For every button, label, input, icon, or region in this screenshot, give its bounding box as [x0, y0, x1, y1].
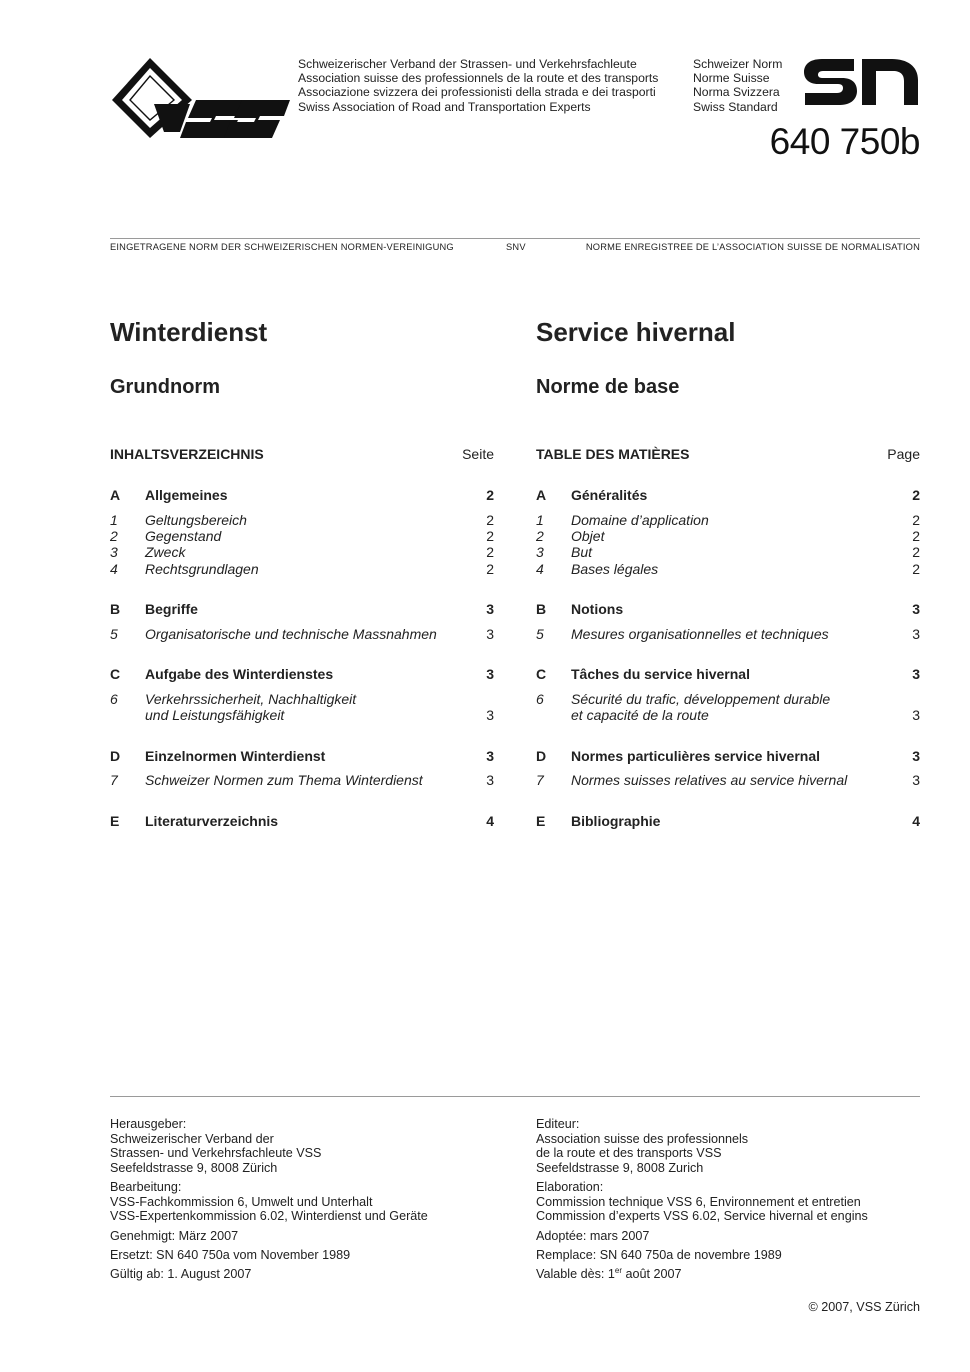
toc-page: 2 — [912, 487, 920, 503]
toc-text: Sécurité du trafic, développement durable — [571, 691, 831, 707]
toc-text: Rechtsgrundlagen — [145, 561, 259, 577]
toc-page: 2 — [486, 544, 494, 560]
toc-page: 3 — [912, 707, 920, 723]
replaces-note: Remplace: SN 640 750a de novembre 1989 — [536, 1248, 782, 1262]
toc-text: Allgemeines — [145, 487, 228, 503]
toc-text: Bases légales — [571, 561, 659, 577]
toc-page: 2 — [486, 561, 494, 577]
processing-label: Elaboration: — [536, 1180, 604, 1194]
registration-fr: NORME ENREGISTREE DE L’ASSOCIATION SUISSE DE NORMALISATION — [585, 242, 920, 252]
toc-text: Geltungsbereich — [145, 512, 247, 528]
publisher-block — [536, 1117, 748, 1175]
toc-text: Aufgabe des Winterdienstes — [145, 666, 334, 682]
title-de: Winterdienst — [110, 317, 268, 347]
toc-text: Bibliographie — [571, 813, 661, 829]
toc-page: 2 — [486, 487, 494, 503]
toc-page: 4 — [486, 813, 494, 829]
sn-mark-text: SN — [802, 56, 804, 57]
toc-text: Einzelnormen Winterdienst — [145, 748, 326, 764]
document-number: 640 750b — [769, 121, 920, 162]
norm-name-en: Swiss Standard — [693, 99, 778, 114]
toc-label: 5 — [536, 626, 544, 642]
toc-text: Begriffe — [145, 601, 198, 617]
subtitle-de: Grundnorm — [110, 376, 220, 398]
toc-text: Objet — [571, 528, 605, 544]
header-rule — [110, 238, 920, 239]
processing-label: Bearbeitung: — [110, 1180, 182, 1194]
processing-block — [110, 1180, 428, 1224]
registration-de: EINGETRAGENE NORM DER SCHWEIZERISCHEN NORMEN-VEREINIGUNG — [110, 242, 454, 252]
norm-name-de: Schweizer Norm — [693, 57, 783, 71]
toc-label: A — [536, 487, 547, 503]
toc-label: C — [110, 666, 121, 682]
publisher-line: de la route et des transports VSS — [536, 1146, 722, 1161]
toc-label: 7 — [536, 772, 544, 788]
publisher-label: Herausgeber: — [110, 1117, 187, 1131]
toc-label: 1 — [110, 512, 118, 528]
toc-header — [110, 446, 494, 462]
subtitle-fr: Norme de base — [536, 376, 680, 398]
toc-title: TABLE DES MATIÈRES — [536, 446, 690, 462]
toc-page: 2 — [486, 512, 494, 528]
toc-label: B — [110, 601, 121, 617]
vss-logo — [110, 56, 290, 140]
publisher-line: Seefeldstrasse 9, 8008 Zürich — [110, 1160, 278, 1175]
toc-text: Généralités — [571, 487, 648, 503]
toc-page: 3 — [486, 666, 494, 682]
toc-text: et capacité de la route — [571, 707, 709, 723]
toc-label: 3 — [536, 544, 544, 560]
publisher-line: Strassen- und Verkehrsfachleute VSS — [110, 1146, 322, 1161]
toc-text: Normes suisses relatives au service hivernal — [571, 772, 848, 788]
toc-label: D — [110, 748, 121, 764]
valid-from — [536, 1267, 682, 1282]
toc-label: 7 — [110, 772, 118, 788]
association-names — [298, 57, 658, 114]
processing-line: Commission d’experts VSS 6.02, Service hivernal et engins — [536, 1209, 868, 1224]
valid-from: Gültig ab: 1. August 2007 — [110, 1267, 252, 1281]
association-name-fr: Association suisse des professionnels de la route et des transports — [298, 71, 659, 86]
toc-title: INHALTSVERZEICHNIS — [110, 446, 264, 462]
toc-page: 3 — [912, 772, 920, 788]
copyright: © 2007, VSS Zürich — [808, 1300, 920, 1314]
toc-text: Organisatorische und technische Massnahmen — [145, 626, 437, 642]
processing-block — [536, 1180, 868, 1224]
toc-label: 2 — [536, 528, 544, 544]
toc-label: 1 — [536, 512, 544, 528]
toc-page: 3 — [912, 601, 920, 617]
replaces-note: Ersetzt: SN 640 750a vom November 1989 — [110, 1248, 351, 1262]
publisher-line: Association suisse des professionnels — [536, 1131, 749, 1146]
toc-label: E — [110, 813, 120, 829]
toc-page-label: Page — [887, 446, 920, 462]
toc-label: 2 — [110, 528, 118, 544]
title-fr: Service hivernal — [536, 317, 736, 347]
toc-text: Verkehrssicherheit, Nachhaltigkeit — [145, 691, 357, 707]
toc-text: Mesures organisationnelles et techniques — [571, 626, 829, 642]
publisher-block — [110, 1117, 321, 1175]
toc-text: Domaine d’application — [571, 512, 709, 528]
valid-from-prefix: Valable dès: 1 — [536, 1267, 615, 1281]
toc-text: und Leistungsfähigkeit — [145, 707, 285, 723]
toc-text: Normes particulières service hivernal — [571, 748, 821, 764]
toc-text: But — [571, 544, 593, 560]
toc-label: 4 — [536, 561, 544, 577]
toc-page: 3 — [912, 626, 920, 642]
toc-label: 6 — [536, 691, 544, 707]
toc-page: 3 — [486, 626, 494, 642]
vss-logo-icon — [110, 56, 290, 140]
toc-text: Gegenstand — [145, 528, 222, 544]
toc-label: B — [536, 601, 547, 617]
toc-page: 2 — [912, 561, 920, 577]
toc-header — [536, 446, 920, 462]
sn-mark — [802, 56, 920, 108]
association-name-de: Schweizerischer Verband der Strassen- und Verkehrsfachleute — [298, 57, 637, 71]
association-name-en: Swiss Association of Road and Transportation Experts — [298, 99, 591, 114]
toc-text: Tâches du service hivernal — [571, 666, 750, 682]
toc-label: 6 — [110, 691, 118, 707]
processing-line: VSS-Expertenkommission 6.02, Winterdienst und Geräte — [110, 1209, 428, 1224]
processing-line: VSS-Fachkommission 6, Umwelt und Unterhalt — [110, 1194, 373, 1209]
registration-abbr: SNV — [506, 242, 526, 252]
toc-page: 4 — [912, 813, 920, 829]
valid-from-suffix: août 2007 — [622, 1267, 682, 1281]
logo-text: VSS — [110, 56, 113, 57]
toc-page: 2 — [486, 528, 494, 544]
toc-page-label: Seite — [462, 446, 494, 462]
norm-names — [693, 57, 782, 114]
processing-line: Commission technique VSS 6, Environnement et entretien — [536, 1194, 861, 1209]
publisher-line: Seefeldstrasse 9, 8008 Zurich — [536, 1160, 704, 1175]
toc-page: 3 — [486, 772, 494, 788]
toc-label: D — [536, 748, 547, 764]
toc-label: 5 — [110, 626, 118, 642]
approved-date: Genehmigt: März 2007 — [110, 1229, 239, 1243]
norm-name-fr: Norme Suisse — [693, 71, 770, 86]
approved-date: Adoptée: mars 2007 — [536, 1229, 650, 1243]
toc-page: 2 — [912, 528, 920, 544]
toc-text: Schweizer Normen zum Thema Winterdienst — [145, 772, 423, 788]
toc-page: 3 — [912, 748, 920, 764]
toc-page: 3 — [912, 666, 920, 682]
toc-text: Zweck — [145, 544, 186, 560]
toc-page: 2 — [912, 544, 920, 560]
toc-label: C — [536, 666, 547, 682]
toc-page: 3 — [486, 748, 494, 764]
valid-from-sup: er — [614, 1266, 623, 1275]
toc-label: A — [110, 487, 121, 503]
toc-text: Notions — [571, 601, 624, 617]
toc-label: 3 — [110, 544, 118, 560]
norm-name-it: Norma Svizzera — [693, 85, 780, 100]
toc-page: 3 — [486, 707, 494, 723]
toc-label: 4 — [110, 561, 118, 577]
toc-page: 2 — [912, 512, 920, 528]
toc-page: 3 — [486, 601, 494, 617]
toc-text: Literaturverzeichnis — [145, 813, 279, 829]
publisher-label: Editeur: — [536, 1117, 580, 1131]
footer-rule — [110, 1096, 920, 1097]
association-name-it: Associazione svizzera dei professionisti della strada e dei trasporti — [298, 85, 656, 100]
toc-label: E — [536, 813, 546, 829]
publisher-line: Schweizerischer Verband der — [110, 1131, 274, 1146]
sn-logo-icon — [802, 56, 920, 108]
